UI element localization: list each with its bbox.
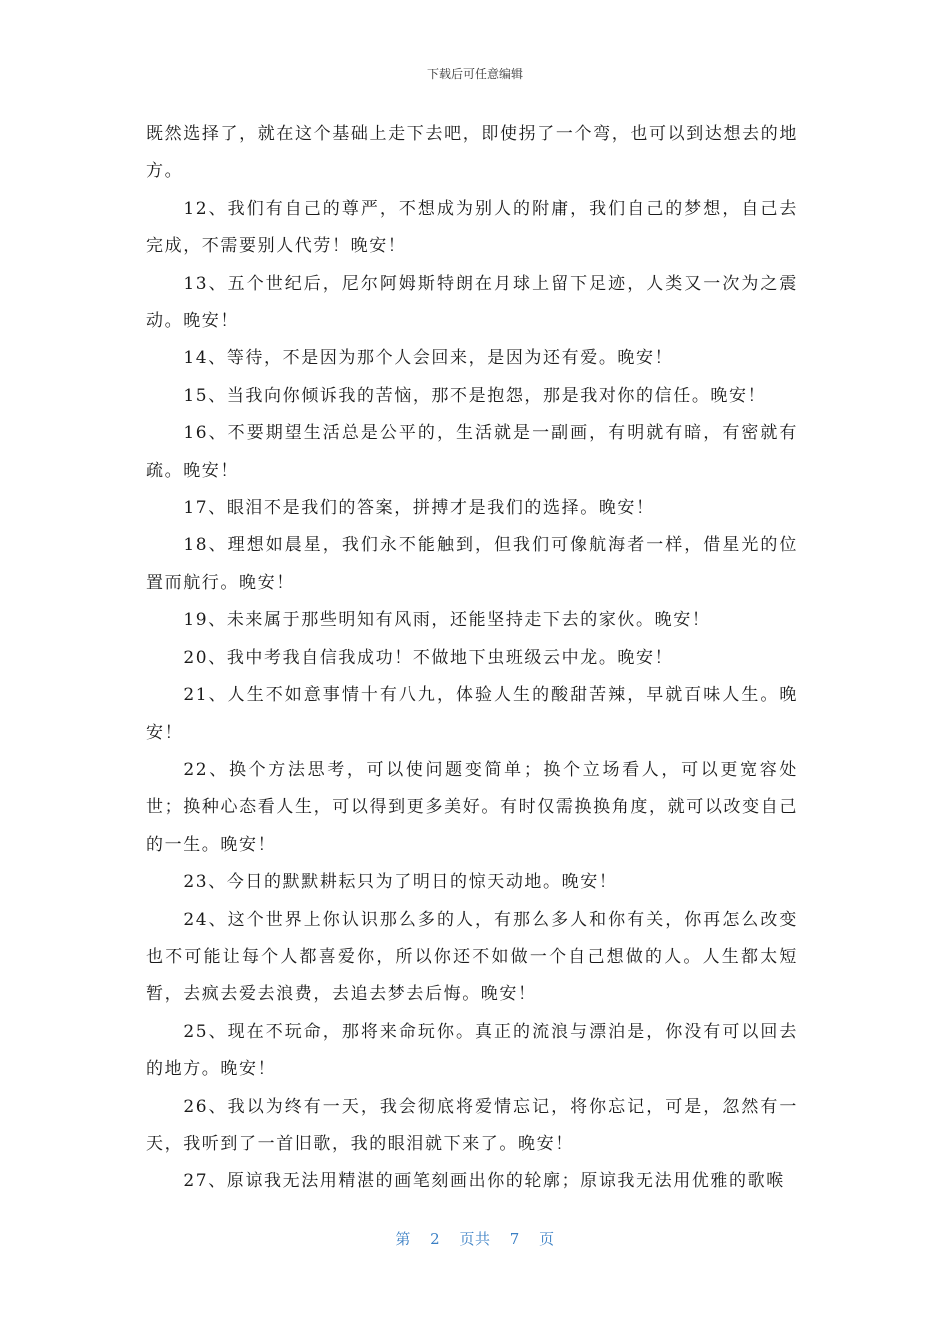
paragraph-23: 23、今日的默默耕耘只为了明日的惊天动地。晚安！ — [183, 872, 618, 893]
paragraph-12: 12、我们有自己的尊严，不想成为别人的附庸，我们自己的梦想，自己去完成，不需要别人代劳！晚安！ — [146, 198, 798, 257]
paragraph-15: 15、当我向你倾诉我的苦恼，那不是抱怨，那是我对你的信任。晚安！ — [183, 385, 767, 406]
footer-suffix: 页 — [539, 1230, 555, 1248]
paragraph-21: 21、人生不如意事情十有八九，体验人生的酸甜苦辣，早就百味人生。晚安！ — [146, 685, 798, 743]
page-footer — [0, 1228, 950, 1250]
paragraph-20: 20、我中考我自信我成功！不做地下虫班级云中龙。晚安！ — [183, 647, 674, 668]
page-header: 下载后可任意编辑 — [426, 67, 523, 81]
paragraph-17: 17、眼泪不是我们的答案，拼搏才是我们的选择。晚安！ — [183, 498, 655, 519]
footer-prefix: 第 — [395, 1230, 411, 1248]
paragraph-14: 14、等待，不是因为那个人会回来，是因为还有爱。晚安！ — [183, 348, 674, 369]
paragraph-19: 19、未来属于那些明知有风雨，还能坚持走下去的家伙。晚安！ — [183, 610, 711, 631]
paragraph-18: 18、理想如晨星，我们永不能触到，但我们可像航海者一样，借星光的位置而航行。晚安！ — [146, 535, 798, 593]
paragraph-22: 22、换个方法思考，可以使问题变简单；换个立场看人，可以更宽容处世；换种心态看人生，可以得到更多美好。有时仅需换换角度，就可以改变自己的一生。晚安！ — [146, 759, 798, 855]
footer-middle: 页共 — [459, 1230, 491, 1248]
document-body — [146, 116, 798, 1201]
paragraph-25: 25、现在不玩命，那将来命玩你。真正的流浪与漂泊是，你没有可以回去的地方。晚安！ — [146, 1021, 798, 1080]
paragraph-27: 27、原谅我无法用精湛的画笔刻画出你的轮廓；原谅我无法用优雅的歌喉 — [183, 1171, 785, 1192]
paragraph-26: 26、我以为终有一天，我会彻底将爱情忘记，将你忘记，可是，忽然有一天，我听到了一首旧歌，我的眼泪就下来了。晚安！ — [146, 1096, 798, 1154]
footer-current-page: 2 — [430, 1230, 441, 1248]
footer-total-pages: 7 — [509, 1230, 520, 1248]
paragraph-24: 24、这个世界上你认识那么多的人，有那么多人和你有关，你再怎么改变也不可能让每个人都喜爱你，所以你还不如做一个自己想做的人。人生都太短暂，去疯去爱去浪费，去追去梦去后悔。晚安！ — [146, 909, 798, 1005]
paragraph-continuation: 既然选择了，就在这个基础上走下去吧，即使拐了一个弯，也可以到达想去的地方。 — [146, 124, 798, 182]
paragraph-13: 13、五个世纪后，尼尔阿姆斯特朗在月球上留下足迹，人类又一次为之震动。晚安！ — [146, 273, 798, 332]
paragraph-16: 16、不要期望生活总是公平的，生活就是一副画，有明就有暗，有密就有疏。晚安！ — [146, 423, 798, 481]
